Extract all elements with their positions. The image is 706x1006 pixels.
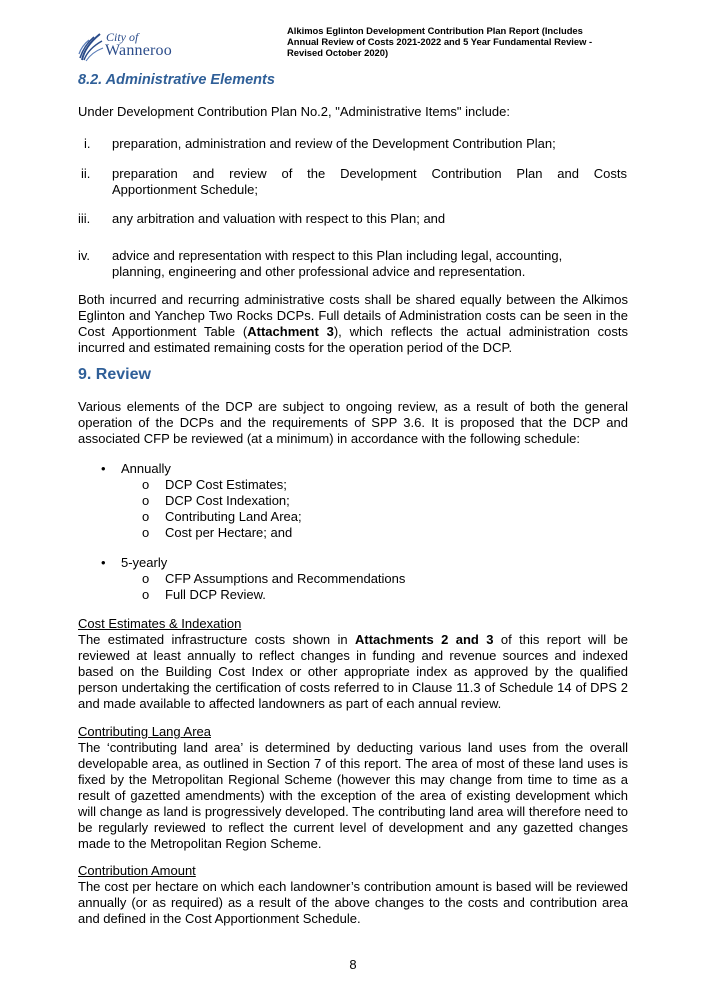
bullet-label: 5-yearly bbox=[121, 555, 168, 570]
sub-bullet-icon: o bbox=[142, 571, 150, 586]
contribution-amount-paragraph: The cost per hectare on which each landowner’s contribution amount is based will be reviewed annually (or as required) as a result of the above changes to the costs and contribution area and defined in the Cost Apportionment Schedule. bbox=[78, 879, 628, 926]
header-title-line: Revised October 2020) bbox=[287, 47, 389, 58]
paragraph-text: The estimated infrastructure costs shown in bbox=[78, 632, 355, 647]
bullet-icon: • bbox=[101, 461, 106, 476]
header-title-line: Alkimos Eglinton Development Contribution Plan Report (Includes bbox=[287, 25, 583, 36]
subheading-contributing-land: Contributing Lang Area bbox=[78, 724, 211, 739]
section-heading-8-2: 8.2. Administrative Elements bbox=[78, 72, 275, 88]
list-item: DCP Cost Estimates; bbox=[165, 477, 287, 492]
attachment-reference: Attachments 2 and 3 bbox=[355, 632, 494, 647]
contributing-land-paragraph: The ‘contributing land area’ is determined by deducting various land uses from the overall developable area, as outlined in Section 7 of this report. The area of most of these land uses is fixed by the Metropolitan Regional Scheme (however this may change from time to time as a result of gazetted amendments) with the exception of the area of existing development which will change as land is progressively developed. The contributing land area will therefore need to be regularly reviewed to reflect the current level of development and any gazetted changes made to the Metropolitan Region Scheme. bbox=[78, 740, 628, 851]
list-number: ii. bbox=[81, 166, 91, 181]
sub-bullet-icon: o bbox=[142, 587, 150, 602]
list-number: iv. bbox=[78, 248, 91, 263]
admin-costs-paragraph bbox=[78, 292, 628, 356]
sub-bullet-icon: o bbox=[142, 509, 150, 524]
swan-emblem-icon bbox=[78, 30, 104, 62]
list-item-line: Apportionment Schedule; bbox=[112, 182, 258, 197]
section-heading-9: 9. Review bbox=[78, 366, 151, 383]
city-of-wanneroo-logo bbox=[78, 28, 188, 64]
list-item: preparation, administration and review of the Development Contribution Plan; bbox=[112, 136, 556, 151]
list-item: Contributing Land Area; bbox=[165, 509, 302, 524]
subheading-contribution-amount: Contribution Amount bbox=[78, 863, 196, 878]
sub-bullet-icon: o bbox=[142, 477, 150, 492]
sub-bullet-icon: o bbox=[142, 493, 150, 508]
cost-estimates-paragraph bbox=[78, 632, 628, 712]
paragraph-text: Both incurred and recurring administrative costs shall be shared equally between the Alkimos Eglinton and Yanchep Two Rocks DCPs. Full details of Administration costs can be seen in the Cost Apportionment Table ( bbox=[78, 292, 628, 339]
bullet-icon: • bbox=[101, 555, 106, 570]
logo-name-text: Wanneroo bbox=[105, 42, 172, 59]
attachment-reference: Attachment 3 bbox=[247, 324, 334, 339]
list-item-line: advice and representation with respect to this Plan including legal, accounting, bbox=[112, 248, 563, 263]
list-item: CFP Assumptions and Recommendations bbox=[165, 571, 406, 586]
header-title-line: Annual Review of Costs 2021-2022 and 5 Year Fundamental Review - bbox=[287, 36, 593, 47]
sub-bullet-icon: o bbox=[142, 525, 150, 540]
list-number: iii. bbox=[78, 211, 91, 226]
subheading-cost-estimates: Cost Estimates & Indexation bbox=[78, 616, 242, 631]
list-item: any arbitration and valuation with respect to this Plan; and bbox=[112, 211, 446, 226]
logo-city-text: City of bbox=[106, 30, 139, 44]
list-number: i. bbox=[84, 136, 91, 151]
page-number: 8 bbox=[349, 957, 357, 972]
paragraph-text: ), which reflects the actual administration costs incurred and estimated remaining costs for the operation period of the DCP. bbox=[78, 324, 628, 355]
list-item: Cost per Hectare; and bbox=[165, 525, 293, 540]
review-intro: Various elements of the DCP are subject to ongoing review, as a result of both the general operation of the DCPs and the requirements of SPP 3.6. It is proposed that the DCP and associated CFP be reviewed (at a minimum) in accordance with the following schedule: bbox=[78, 399, 628, 446]
list-item-line: planning, engineering and other professional advice and representation. bbox=[112, 264, 526, 279]
list-item: DCP Cost Indexation; bbox=[165, 493, 290, 508]
list-item: Full DCP Review. bbox=[165, 587, 266, 602]
paragraph-text: of this report will be reviewed at least annually to reflect changes in funding and revenue sources and indexed based on the Building Cost Index or other appropriate index as approved by the qualified person undertaking the certification of costs referred to in Clause 11.3 of Schedule 14 of DPS 2 and made available to affected landowners as part of each annual review. bbox=[78, 632, 628, 711]
admin-intro: Under Development Contribution Plan No.2, "Administrative Items" include: bbox=[78, 104, 510, 119]
report-header-title bbox=[287, 25, 637, 58]
list-item-line: preparation and review of the Development Contribution Plan and Costs bbox=[112, 166, 627, 181]
bullet-label: Annually bbox=[121, 461, 171, 476]
